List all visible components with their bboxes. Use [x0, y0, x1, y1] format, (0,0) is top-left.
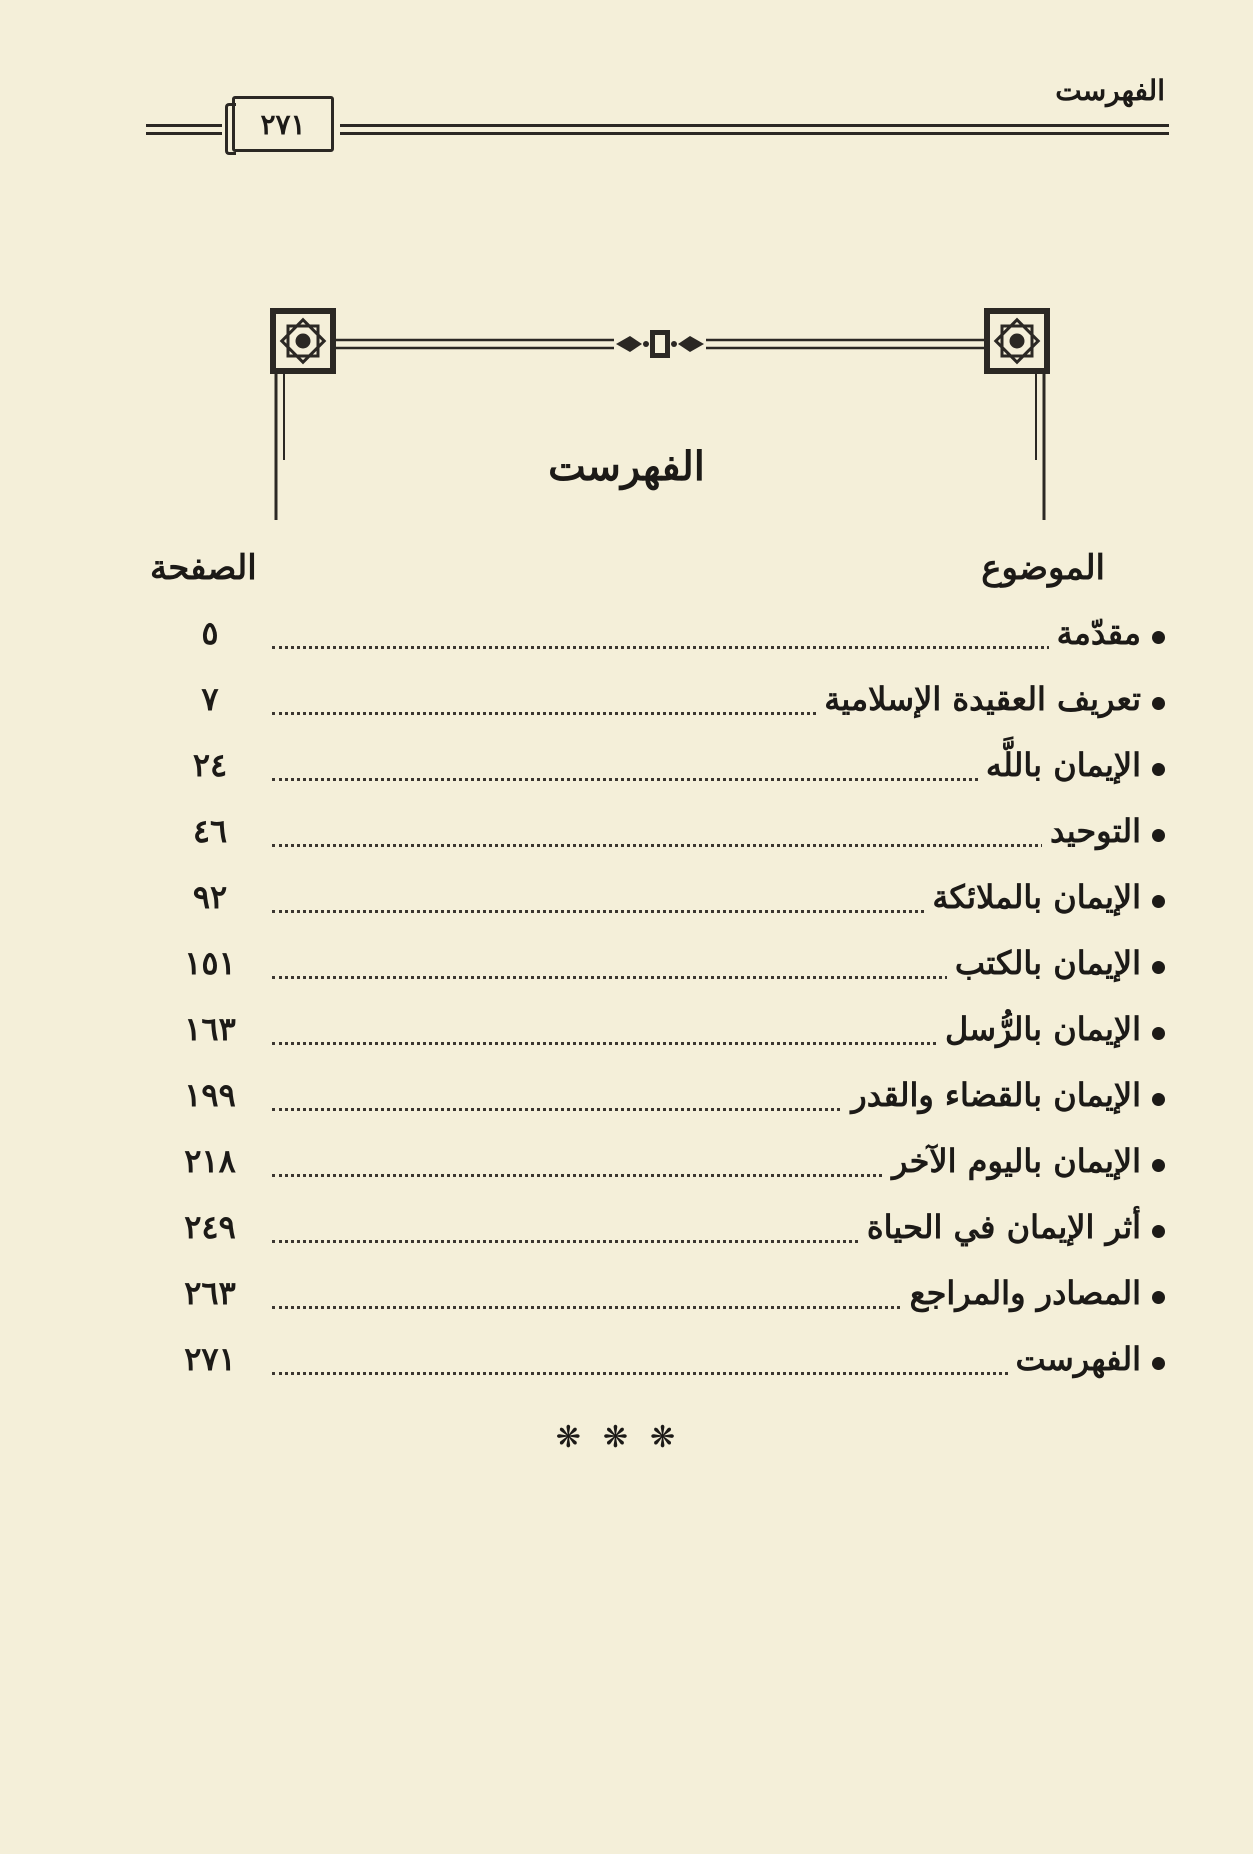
toc-entry [0, 1206, 1253, 1256]
header-rule [146, 124, 222, 127]
dot-leader [272, 646, 1141, 649]
bullet-icon [1152, 1027, 1165, 1040]
toc-entry [0, 1338, 1253, 1388]
toc-entry-label: أثر الإيمان في الحياة [859, 1208, 1141, 1246]
toc-entry-label: التوحيد [1042, 812, 1141, 850]
toc-entry-label: المصادر والمراجع [902, 1274, 1141, 1312]
bullet-icon [1152, 829, 1165, 842]
bullet-icon [1152, 961, 1165, 974]
ornamental-frame [260, 300, 1060, 530]
toc-entry-label: تعريف العقيدة الإسلامية [816, 680, 1141, 718]
bullet-icon [1152, 1291, 1165, 1304]
toc-entry-page: ٤٦ [192, 812, 228, 850]
toc-entry [0, 744, 1253, 794]
toc-entry-label: الإيمان باللَّه [978, 746, 1141, 784]
header-rule [340, 124, 1169, 127]
toc-entry-label: الإيمان بالكتب [947, 944, 1141, 982]
bullet-icon [1152, 631, 1165, 644]
end-ornament-stars: ❋❋❋ [555, 1420, 698, 1455]
toc-entry [0, 1140, 1253, 1190]
toc-entry [0, 876, 1253, 926]
toc-entry-page: ١٩٩ [184, 1076, 236, 1114]
header-rule [340, 132, 1169, 135]
toc-entry-label: الإيمان بالقضاء والقدر [843, 1076, 1141, 1114]
toc-entry-page: ٢٧١ [184, 1340, 236, 1378]
toc-entry-page: ١٦٣ [184, 1010, 236, 1048]
toc-entry-label: الإيمان بالرُّسل [937, 1010, 1141, 1048]
header-rule [146, 132, 222, 135]
toc-entry [0, 1272, 1253, 1322]
toc-entry [0, 810, 1253, 860]
bullet-icon [1152, 1357, 1165, 1370]
toc-entry [0, 678, 1253, 728]
toc-title: الفهرست [548, 443, 705, 490]
bullet-icon [1152, 1225, 1165, 1238]
toc-entry-page: ٧ [201, 680, 219, 718]
dot-leader [272, 844, 1141, 847]
toc-entry-page: ٢٦٣ [184, 1274, 236, 1312]
toc-entry-page: ٥ [201, 614, 219, 652]
column-header-topic: الموضوع [981, 548, 1105, 588]
bullet-icon [1152, 895, 1165, 908]
bullet-icon [1152, 1159, 1165, 1172]
toc-entry-page: ٢٤٩ [184, 1208, 236, 1246]
bullet-icon [1152, 1093, 1165, 1106]
bullet-icon [1152, 697, 1165, 710]
toc-entry [0, 942, 1253, 992]
corner-ornament-right [984, 308, 1050, 374]
page-number-box [232, 96, 334, 152]
toc-entry-label: مقدّمة [1049, 614, 1141, 652]
toc-entry [0, 1008, 1253, 1058]
toc-entry-page: ٢٤ [192, 746, 228, 784]
column-header-page: الصفحة [150, 548, 257, 588]
bullet-icon [1152, 763, 1165, 776]
page-number: ٢٧١ [260, 107, 306, 141]
toc-entry-label: الفهرست [1008, 1340, 1141, 1378]
toc-entry-label: الإيمان باليوم الآخر [884, 1142, 1141, 1180]
toc-entry-page: ٩٢ [192, 878, 228, 916]
toc-entry [0, 612, 1253, 662]
toc-entry-page: ٢١٨ [184, 1142, 236, 1180]
toc-entry-label: الإيمان بالملائكة [924, 878, 1141, 916]
center-ornament [614, 330, 706, 358]
toc-entry [0, 1074, 1253, 1124]
corner-ornament-left [270, 308, 336, 374]
toc-entry-page: ١٥١ [184, 944, 236, 982]
running-header-title: الفهرست [1055, 74, 1165, 107]
